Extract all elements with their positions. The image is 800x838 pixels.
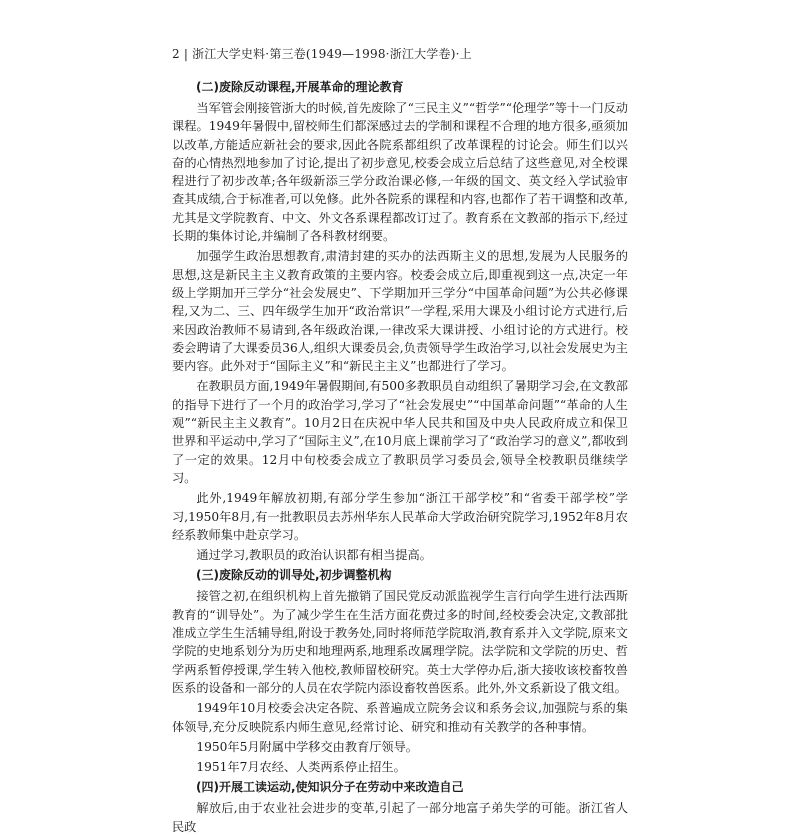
paragraph: 加强学生政治思想教育,肃清封建的买办的法西斯主义的思想,发展为人民服务的思想,这是新民主主义教育政策的主要内容。校委会成立后,即重视到这一点,决定一年级上学期加开三学分“社会发展史”、下学期加开三学分“中国革命问题”为公共必修课程,又为二、三、四年级学生加开“政治常识”一学程,采用大课及小组讨论方式进行,后来因政治教师不易请到,各年级政治课,一律改采大课讲授、小组讨论的方式进行。校委会聘请了大课委员36人,组织大课委员会,负责领导学生政治学习,以社会发展史为主要内容。此外对于“国际主义”和“新民主主义”也都进行了学习。 <box>172 249 628 374</box>
paragraph: 解放后,由于农业社会进步的变革,引起了一部分地富子弟失学的可能。浙江省人民政 <box>172 801 628 834</box>
paragraph: 1951年7月农经、人类两系停止招生。 <box>196 760 406 775</box>
paragraph: 接管之初,在组织机构上首先撤销了国民党反动派监视学生言行向学生进行法西斯教育的“训导处”。为了减少学生在生活方面花费过多的时间,经校委会决定,文教部批准成立学生生活辅导组,附设于教务处,同时将师范学院取消,教育系并入文学院,原来文学院的史地系划分为历史和地理两系,地理系改属理学院。法学院和文学院的历史、哲学两系暂停授课,学生转入他校,教师留校研究。英士大学停办后,浙大接收该校畜牧兽医系的设备和一部分的人员在农学院内添设畜牧兽医系。此外,外文系新设了俄文组。 <box>172 589 628 695</box>
paragraph: 当军管会刚接管浙大的时候,首先废除了“三民主义”“哲学”“伦理学”等十一门反动课程。1949年暑假中,留校师生们都深感过去的学制和课程不合理的地方很多,亟须加以改革,方能适应新社会的要求,因此各院系都组织了改革课程的讨论会。师生们以兴奋的心情热烈地参加了讨论,提出了初步意见,校委会成立后总结了这些意见,对全校课程进行了初步改革;各年级新添三学分政治课必修,一年级的国文、英文经入学试验审查其成绩,合于标准者,可以免修。此外各院系的课程和内容,也都作了若干调整和改革,尤其是文学院教育、中文、外文各系课程都改订过了。教育系在文教部的指示下,经过长期的集体讨论,并编制了各科教材纲要。 <box>172 101 628 244</box>
paragraph: 此外,1949年解放初期,有部分学生参加“浙江干部学校”和“省委干部学校”学习,1950年8月,有一批教职员去苏州华东人民革命大学政治研究院学习,1952年8月农经系教师集中赴京学习。 <box>172 491 628 542</box>
section-heading-4: (四)开展工读运动,使知识分子在劳动中来改造自己 <box>196 780 464 795</box>
paragraph: 1949年10月校委会决定各院、系普遍成立院务会议和系务会议,加强院与系的集体领导,充分反映院系内师生意见,经常讨论、研究和推动有关教学的各种事情。 <box>172 701 628 734</box>
paragraph: 通过学习,教职员的政治认识都有相当提高。 <box>196 548 432 563</box>
paragraph: 1950年5月附属中学移交由教育厅领导。 <box>196 739 418 754</box>
section-heading-2: (二)废除反动课程,开展革命的理论教育 <box>196 80 404 94</box>
section-heading-3: (三)废除反动的训导处,初步调整机构 <box>196 568 392 583</box>
running-header: 2 | 浙江大学史料·第三卷(1949—1998·浙江大学卷)·上 <box>172 47 472 61</box>
paragraph: 在教职员方面,1949年暑假期间,有500多教职员自动组织了暑期学习会,在文教部的指导下进行了一个月的政治学习,学习了“社会发展史”“中国革命问题”“革命的人生观”“新民主主义教育”。10月2日在庆祝中华人民共和国及中央人民政府成立和保卫世界和平运动中,学习了“国际主义”,在10月底上课前学习了“政治学习的意义”,都收到了一定的效果。12月中旬校委会成立了教职员学习委员会,领导全校教职员继续学习。 <box>172 379 628 485</box>
body-text <box>172 78 628 838</box>
